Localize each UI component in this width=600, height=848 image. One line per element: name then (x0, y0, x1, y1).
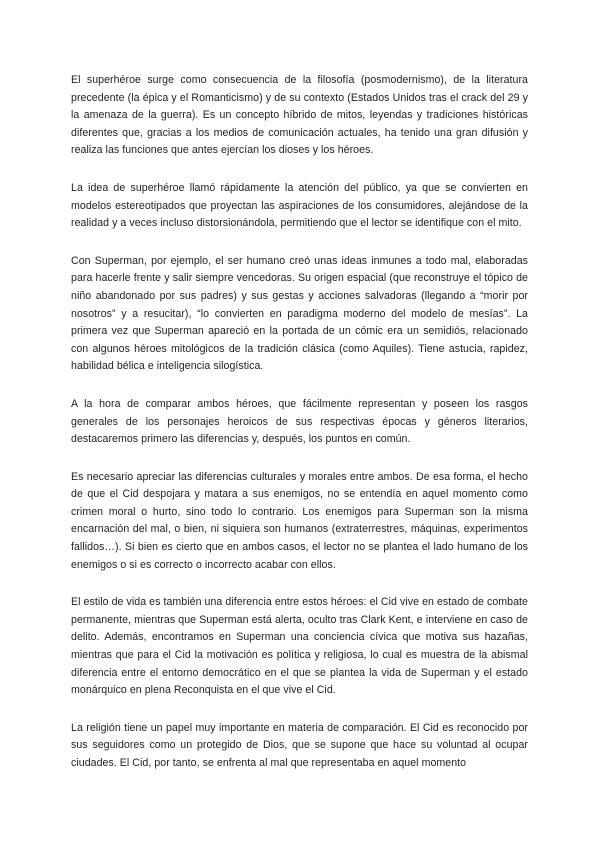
paragraph-4: A la hora de comparar ambos héroes, que fácilmente representan y poseen los rasgos generales de los personajes heroicos de sus respectivas épocas y géneros literarios, destacaremos primero las diferencias y, después, los puntos en común. (71, 397, 528, 446)
paragraph-2: La idea de superhéroe llamó rápidamente la atención del público, ya que se convierten en modelos estereotipados que proyectan las aspiraciones de los consumidores, alejándose de la realidad y a veces incluso distorsionándola, permitiendo que el lector se identifique con el mito. (71, 181, 528, 230)
document-body (71, 72, 528, 773)
paragraph-7: La religión tiene un papel muy importante en materia de comparación. El Cid es reconocido por sus seguidores como un protegido de Dios, que se supone que hace su voluntad al ocupar ciudades. El Cid, por tanto, se enfrenta al mal que representaba en aquel momento (71, 721, 528, 769)
paragraph-6: El estilo de vida es también una diferencia entre estos héroes: el Cid vive en estado de combate permanente, mientras que Superman está alerta, oculto tras Clark Kent, e interviene en caso de delito. Además, encontramos en Superman una conciencia cívica que motiva sus hazañas, mientras que para el Cid la motivación es política y religiosa, lo cual es muestra de la abismal diferencia entre el entorno democrático en el que se plantea la vida de Superman y el estado monárquico en plena Reconquista en el que vive el Cid. (71, 596, 528, 697)
paragraph-1: El superhéroe surge como consecuencia de la filosofía (posmodernismo), de la literatura precedente (la épica y el Romanticismo) y de su contexto (Estados Unidos tras el crack del 29 y la amenaza de la guerra). Es un concepto híbrido de mitos, leyendas y tradiciones históricas diferentes que, gracias a los medios de comunicación actuales, ha tenido una gran difusión y realiza las funciones que antes ejercían los dioses y los héroes. (71, 74, 528, 157)
paragraph-3: Con Superman, por ejemplo, el ser humano creó unas ideas inmunes a todo mal, elaboradas para hacerle frente y salir siempre vencedoras. Su origen espacial (que reconstruye el tópico de niño abandonado por sus padres) y sus gestas y acciones salvadoras (llegando a “morir por nosotros” y a resucitar), “lo convierten en paradigma moderno del modelo de mesías”. La primera vez que Superman apareció en la portada de un cómic era un semidiós, relacionado con algunos héroes mitológicos de la tradición clásica (como Aquiles). Tiene astucia, rapidez, habilidad bélica e inteligencia silogística. (71, 254, 528, 373)
paragraph-5: Es necesario apreciar las diferencias culturales y morales entre ambos. De esa forma, el hecho de que el Cid despojara y matara a sus enemigos, no se entendía en aquel momento como crimen moral o hurto, sino todo lo contrario. Los enemigos para Superman son la misma encarnación del mal, o bien, ni siquiera son humanos (extraterrestres, máquinas, experimentos fallidos…). Si bien es cierto que en ambos casos, el lector no se plantea el lado humano de los enemigos o si es correcto o incorrecto acabar con ellos. (71, 470, 528, 571)
